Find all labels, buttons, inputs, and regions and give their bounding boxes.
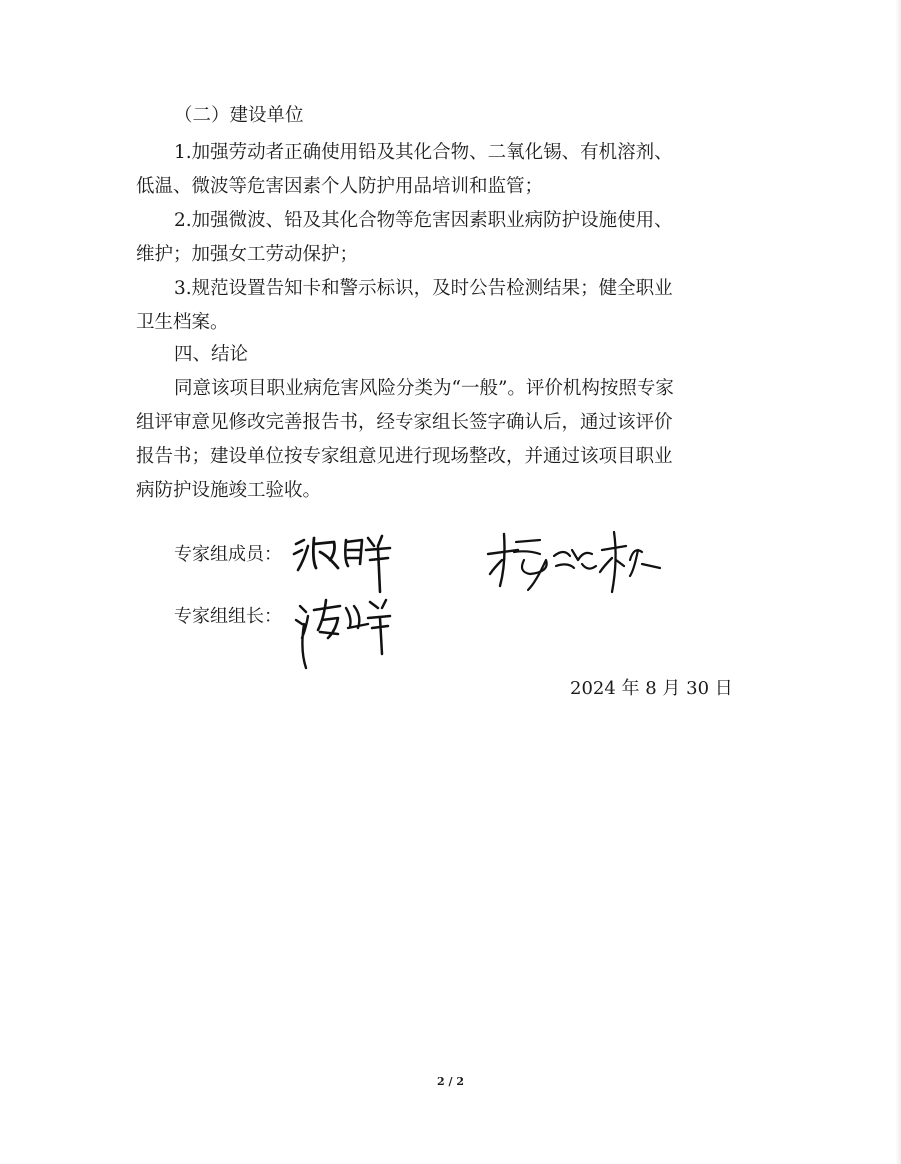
item-1-line-2: 低温、微波等危害因素个人防护用品培训和监管； <box>136 176 544 197</box>
member-signature-2 <box>484 520 669 600</box>
section-heading-conclusion: 四、结论 <box>174 344 249 365</box>
item-2-line-1: 2.加强微波、铅及其化合物等危害因素职业病防护设施使用、 <box>174 210 673 231</box>
conclusion-line-4: 病防护设施竣工验收。 <box>136 480 322 501</box>
item-2-line-2: 维护；加强女工劳动保护； <box>136 244 359 265</box>
expert-leader-label: 专家组组长： <box>174 606 282 627</box>
conclusion-line-3: 报告书；建设单位按专家组意见进行现场整改，并通过该项目职业 <box>136 446 673 467</box>
conclusion-line-1: 同意该项目职业病危害风险分类为“一般”。评价机构按照专家 <box>174 378 674 399</box>
expert-members-label: 专家组成员： <box>174 544 282 565</box>
section-heading-builder: （二）建设单位 <box>174 105 304 126</box>
item-1-line-1: 1.加强劳动者正确使用铅及其化合物、二氧化锡、有机溶剂、 <box>174 142 673 163</box>
item-3-line-1: 3.规范设置告知卡和警示标识，及时公告检测结果；健全职业 <box>174 278 673 299</box>
document-date: 2024 年 8 月 30 日 <box>570 678 733 699</box>
member-signature-1 <box>290 530 400 600</box>
page-number: 2 / 2 <box>437 1075 464 1088</box>
conclusion-line-2: 组评审意见修改完善报告书，经专家组长签字确认后，通过该评价 <box>136 412 673 433</box>
item-3-line-2: 卫生档案。 <box>136 312 229 333</box>
leader-signature <box>292 594 402 674</box>
